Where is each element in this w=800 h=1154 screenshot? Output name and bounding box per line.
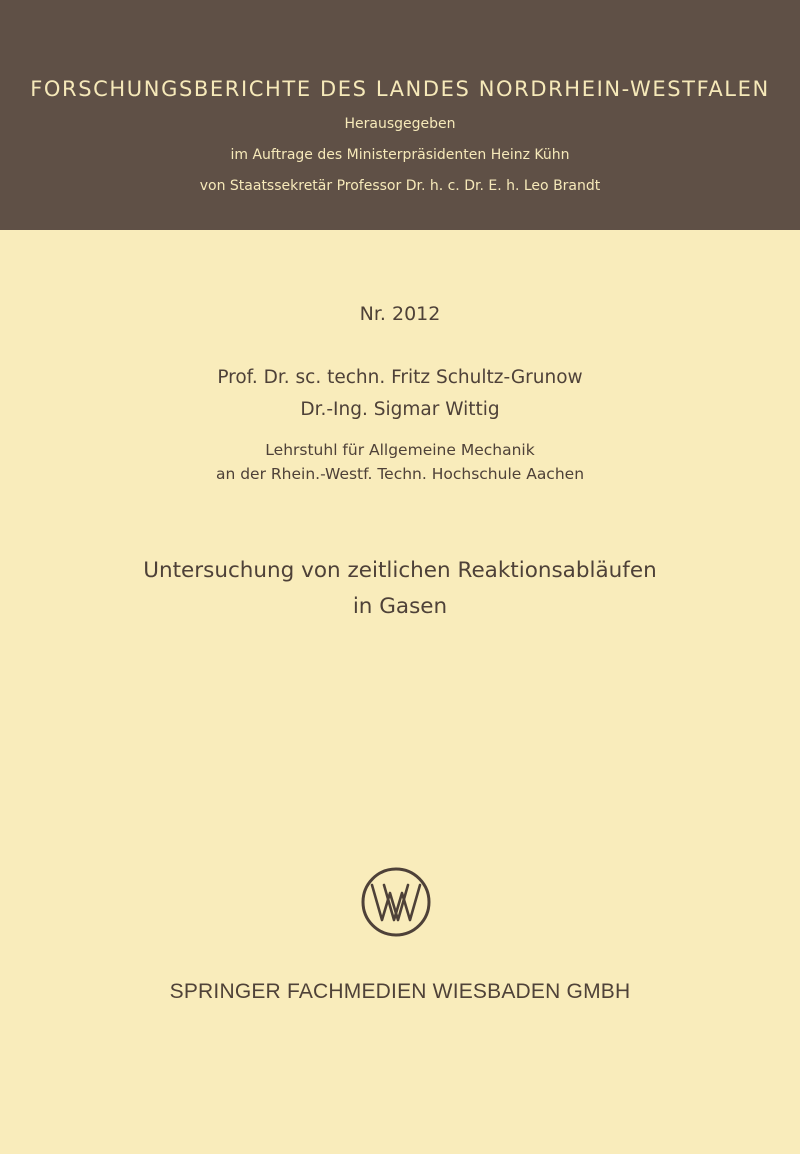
series-title: FORSCHUNGSBERICHTE DES LANDES NORDRHEIN-WESTFALEN <box>30 77 770 101</box>
author-1: Prof. Dr. sc. techn. Fritz Schultz-Grunow <box>217 367 583 388</box>
header-band <box>0 0 800 230</box>
editor-line-1: Herausgegeben <box>344 116 456 132</box>
book-title-line-2: in Gasen <box>352 594 448 619</box>
publisher-name: SPRINGER FACHMEDIEN WIESBADEN GMBH <box>169 980 631 1003</box>
institution-line-2: an der Rhein.-Westf. Techn. Hochschule Aachen <box>215 465 585 483</box>
institution-line-1: Lehrstuhl für Allgemeine Mechanik <box>265 441 535 459</box>
book-title-line-1: Untersuchung von zeitlichen Reaktionsabläufen <box>143 558 657 583</box>
editor-line-2: im Auftrage des Ministerpräsidenten Heinz Kühn <box>230 147 570 163</box>
vw-circle-logo-icon <box>360 866 432 938</box>
author-2: Dr.-Ing. Sigmar Wittig <box>300 399 500 420</box>
editor-line-3: von Staatssekretär Professor Dr. h. c. Dr. E. h. Leo Brandt <box>199 178 601 194</box>
report-number: Nr. 2012 <box>359 303 441 325</box>
